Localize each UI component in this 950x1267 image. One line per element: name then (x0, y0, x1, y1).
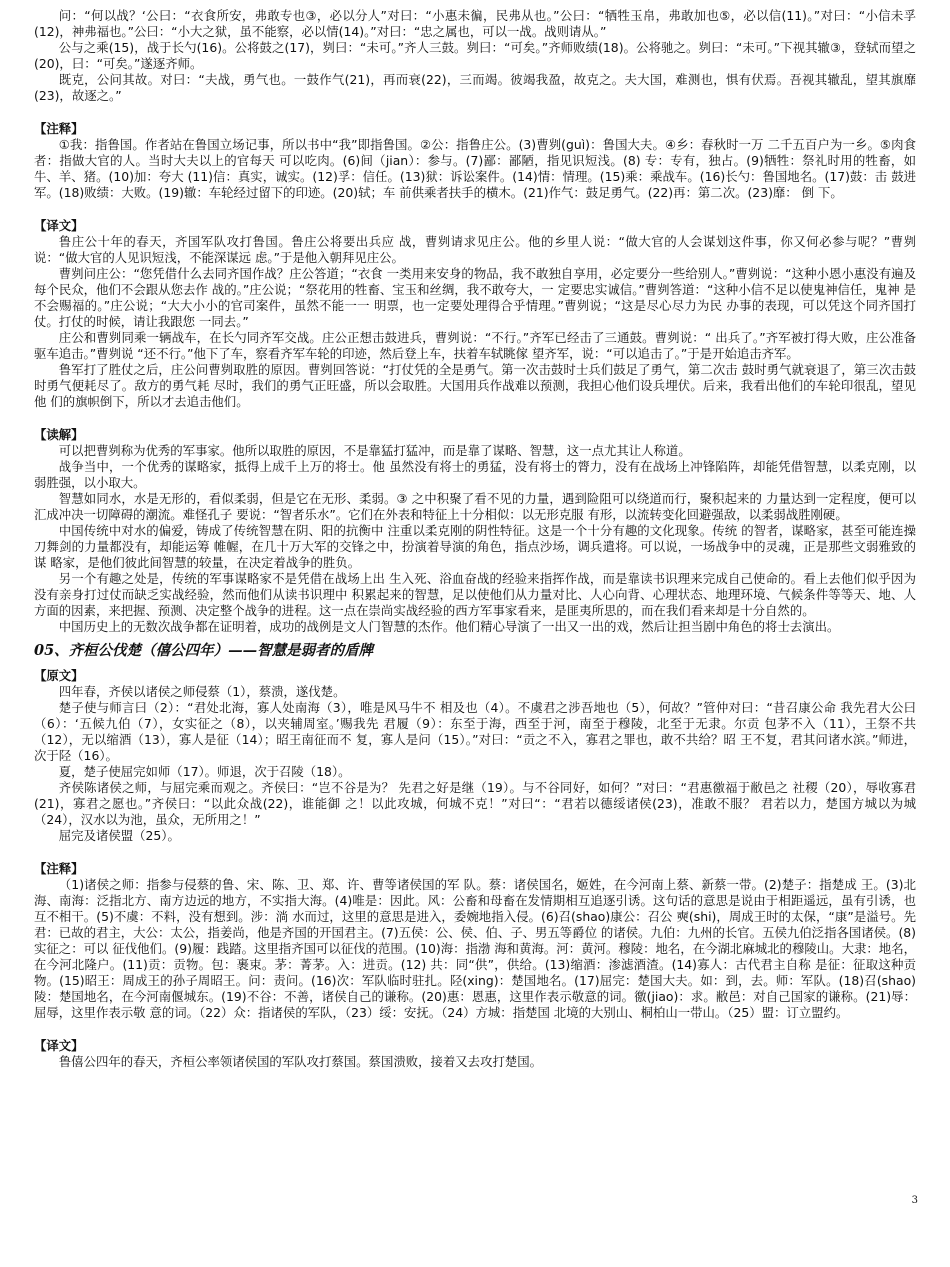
reading-paragraph: 战争当中，一个优秀的谋略家，抵得上成千上万的将士。他 虽然没有将士的勇猛，没有将士的膂力，没有在战场上冲锋陷阵，却能凭借智慧，以柔克刚，以弱胜强，以小取大。 (34, 459, 916, 490)
original-text-section (34, 667, 916, 844)
translation-paragraph: 庄公和曹刿同乘一辆战车，在长勺同齐军交战。庄公正想击鼓进兵，曹刿说：“不行。”齐军已经击了三通鼓。曹刿说：“ 出兵了。”齐军被打得大败，庄公准备驱车追击。”曹刿说 “还不行。”他下了车，察看齐军车轮的印迹，然后登上车，扶着车轼眺傢 望齐军，说：“可以追击了。”于是开始追击齐军。 (34, 330, 916, 361)
original-paragraph: 夏，楚子使屈完如师（17）。师退，次于召陵（18）。 (58, 764, 351, 779)
notes-heading: 【注释】 (34, 121, 84, 136)
translation-paragraph: 鲁庄公十年的春天，齐国军队攻打鲁国。鲁庄公将要出兵应 战，曹刿请求见庄公。他的乡里人说：“做大官的人会谋划这件事，你又何必参与呢？”曹刿说：“做大官的人见识短浅，不能深谋远 虑。”于是他入朝拜见庄公。 (34, 234, 916, 265)
translation-section (34, 217, 916, 410)
translation-paragraph: 鲁军打了胜仗之后，庄公问曹刿取胜的原因。曹刿回答说：“打仗凭的全是勇气。第一次击鼓时士兵们鼓足了勇气，第二次击 鼓时勇气就衰退了，第三次击鼓时勇气便耗尽了。敌方的勇气耗 尽时，我们的勇气正旺盛，所以会取胜。大国用兵作战难以预测，我担心他们设兵埋伏。后来，我看出他们的车轮印很乱，望见他 们的旗帜倒下，所以才去追击他们。 (34, 362, 916, 409)
reading-paragraph: 另一个有趣之处是，传统的军事谋略家不是凭借在战场上出 生入死、浴血奋战的经验来指挥作战，而是靠读书识理来完成自己使命的。看上去他们似乎因为没有亲身打过仗而缺乏实战经验，然而他们从读书识理中 积累起来的智慧，足以使他们从力量对比、人心向背、心理状态、地理环境、气候条件等等天、地、人方面的因素，来把握、预测、决定整个战争的进程。这一点在崇尚实战经验的西方军事家看来，是匪夷所思的，而在我们看来却是十分自然的。 (34, 571, 916, 618)
original-paragraph: 四年春，齐侯以诸侯之师侵蔡（1），蔡溃，遂伐楚。 (58, 684, 346, 699)
translation-heading: 【译文】 (34, 218, 84, 233)
page-number: 3 (911, 1195, 918, 1206)
translation-section-2 (34, 1037, 916, 1070)
reading-heading: 【读解】 (34, 427, 84, 442)
reading-paragraph: 智慧如同水，水是无形的，看似柔弱，但是它在无形、柔弱。③ 之中积聚了看不见的力量，遇到险阻可以绕道而行，聚积起来的 力量达到一定程度，便可以汇成冲决一切障碍的潮流。难怪孔子 要说：“智者乐水”。它们在外表和特征上十分相似：以无形克服 有形，以流转变化回避强敌，以柔弱战胜刚硬。 (34, 491, 916, 522)
chapter-title: 05、齐桓公伐楚（僖公四年）——智慧是弱者的盾牌 (34, 642, 374, 659)
notes-heading: 【注释】 (34, 861, 84, 876)
reading-section (34, 426, 916, 635)
reading-paragraph: 中国传统中对水的偏爱，铸成了传统智慧在阴、阳的抗衡中 注重以柔克刚的阴性特征。这是一个十分有趣的文化现象。传统 的智者，谋略家，甚至可能连操刀舞剑的力量都没有，却能运筹 帷幄，在几十万大军的交锋之中，扮演着导演的角色，指点沙场，调兵遣将。可以说，一场战争中的灵魂，正是那些文弱雅致的谋 略家，是他们彼此间智慧的较量，在决定着战争的胜负。 (34, 523, 916, 570)
original-heading: 【原文】 (34, 668, 84, 683)
original-paragraph: 屈完及诸侯盟（25）。 (58, 828, 180, 843)
dialogue-paragraph: 问：“何以战？‘公曰：“衣食所安，弗敢专也③，必以分人”对曰：“小惠未徧，民弗从也。”公曰：“牺牲玉帛，弗敢加也⑤，必以信(11)。”对曰：“小信未孚(12)，神弗福也。”公曰：“小大之狱，虽不能察，必以情(14)。”对曰：“忠之属也，可以一战。战则请从。” (34, 8, 916, 39)
dialogue-paragraph: 既克，公问其故。对曰：“夫战，勇气也。一鼓作气(21)，再而衰(22)，三而竭。彼竭我盈，故克之。夫大国，难测也，惧有伏焉。吾视其辙乱，望其旗靡(23)，故逐之。” (34, 72, 916, 103)
dialogue-section (34, 8, 916, 104)
dialogue-paragraph: 公与之乘(15)，战于长勺(16)。公将鼓之(17)，刿曰：“未可。”齐人三鼓。刿曰：“可矣。”齐师败绩(18)。公将驰之。刿曰：“未可。”下视其辙③，登轼而望之(20)，曰：“可矣。”遂逐齐师。 (34, 40, 916, 71)
translation-paragraph: 曹刿问庄公：“您凭借什么去同齐国作战？庄公答道；“衣食 一类用来安身的物品，我不敢独自享用，必定要分一些给别人。”曹刿说：“这种小恩小惠没有遍及每个民众，他们不会跟从您去作 战的。”庄公说；“祭花用的牲畜、宝玉和丝绸，我不敢夸大，一 定要忠实诚信。”曹刿答道：“这种小信不足以使鬼神信任，鬼神 是 不会赐福的。”庄公说；“大大小小的官司案件，虽然不能一一 明票，也一定要处理得合乎情理。”曹刿说；“这是尽心尽力为民 办事的表现，可以凭这个同齐国打仗。打仗的时候，请让我跟您 一同去。” (34, 266, 916, 329)
notes-section-2 (34, 860, 916, 1021)
reading-paragraph: 中国历史上的无数次战争都在证明着，成功的战例是文人门智慧的杰作。他们精心导演了一出又一出的戏，然后让担当剧中角色的将士去演出。 (58, 619, 840, 634)
notes-section (34, 120, 916, 201)
notes-paragraph: ①我：指鲁国。作者站在鲁国立场记事，所以书中“我”即指鲁国。②公：指鲁庄公。(3)曹刿(guì)：鲁国大夫。④乡：春秋时一万 二千五百户为一乡。⑤肉食者：指做大官的人。当时大夫以上的官每天 可以吃肉。(6)间（jian）：参与。(7)鄙：鄙陋，指见识短浅。(8) 专：专有，独占。(9)牺牲：祭礼时用的牲畜，如牛、羊、猪。(10)加：夸大 (11)信：真实，诚实。(12)孚：信任。(13)狱：诉讼案件。(14)情：情理。(15)乘：乘战车。(16)长勺：鲁国地名。(17)鼓：击 鼓进军。(18)败绩：大败。(19)辙：车轮经过留下的印迹。(20)轼；车 前供乘者扶手的横木。(21)作气：鼓足勇气。(22)再：第二次。(23)靡： 倒 下。 (34, 137, 916, 200)
original-paragraph: 齐侯陈诸侯之师，与屈完乘而观之。齐侯曰：“岂不谷是为？ 先君之好是继（19）。与不谷同好，如何？”对曰：“君惠徼福于敝邑之 社稷（20），辱收寡君(21)，寡君之愿也。”齐侯曰：“以此众战(22)，谁能御 之！以此攻城，何城不克！”对曰“：“君若以德绥诸侯(23)，准敢不服？ 君若以力，楚国方城以为城（24），汉水以为池，虽众，无所用之！” (34, 780, 916, 827)
translation-paragraph: 鲁僖公四年的春天，齐桓公率领诸侯国的军队攻打蔡国。蔡国溃败，接着又去攻打楚国。 (58, 1054, 543, 1069)
original-paragraph: 楚子使与师言曰（2）：“君处北海，寡人处南海（3），唯是风马牛不 相及也（4）。不虞君之涉吾地也（5），何故？”管仲对曰：“昔召康公命 我先君大公曰（6）：‘五候九伯（7），女实征之（8），以夹辅周室。’赐我先 君履（9）：东至于海，西至于河，南至于穆陵，北至于无隶。尔贡 包茅不入（11），王祭不共（12），无以缩酒（13），寡人是征（14）；昭王南征而不 复，寡人是问（15）。”对曰：“贡之不入，寡君之罪也，敢不共给？昭 王不复，君其问诸水滨。”师进，次于陉（16）。 (34, 700, 916, 763)
notes-paragraph: （1)诸侯之师：指参与侵蔡的鲁、宋、陈、卫、郑、许、曹等诸侯国的军 队。蔡：诸侯国名，姬姓，在今河南上蔡、新蔡一带。(2)楚子：指楚成 王。(3)北海、南海：泛指北方、南方边远的地方，不实指大海。(4)唯是：因此。风：公畜和母畜在发情期相互追逐引诱。这句话的意思是说由于相距遥远，虽有引诱，也互不相干。(5)不虞：不料，没有想到。涉：淌 水而过，这里的意思是进入，委婉地指入侵。(6)召(shao)康公：召公 奭(shi)，周成王时的太保，“康”是溢号。先君：已故的君主，大公：太公，指姜尚，他是齐国的开国君主。(7)五侯：公、侯、伯、子、男五等爵位 的诸侯。九伯：九州的长官。五侯九伯泛指各国诸侯。(8)实征之：可以 征伐他们。(9)履：践踏。这里指齐国可以征伐的范围。(10)海：指渤 海和黄海。河：黄河。穆陵：地名，在今湖北麻城北的穆陵山。大隶：地名，在今河北隆户。(11)贡：贡物。包：裹束。茅：菁茅。入：进贡。(12) 共：同“供”，供给。(13)缩酒：渗滤酒渣。(14)寡人：古代君主自称 是征：征取这种贡物。(15)昭王：周成王的孙子周昭王。问：责问。(16)次：军队临时驻扎。陉(xing)：楚国地名。(17)屈完：楚国大夫。如：到，去。师：军队。(18)召(shao)陵：楚国地名，在今河南偃城东。(19)不谷：不善，诸侯自己的谦称。(20)惠：恩惠，这里作表示敬意的词。徼(jiao)：求。敝邑：对自己国家的谦称。(21)辱：屈辱，这里作表示敬 意的词。（22）众：指诸侯的军队，（23）绥：安抚。（24）方城：指楚国 北境的大别山、桐柏山一带山。（25）盟：订立盟约。 (34, 877, 916, 1020)
reading-paragraph: 可以把曹刿称为优秀的军事家。他所以取胜的原因，不是靠猛打猛冲，而是靠了谋略、智慧，这一点尤其让人称道。 (58, 443, 691, 458)
translation-heading: 【译文】 (34, 1038, 84, 1053)
